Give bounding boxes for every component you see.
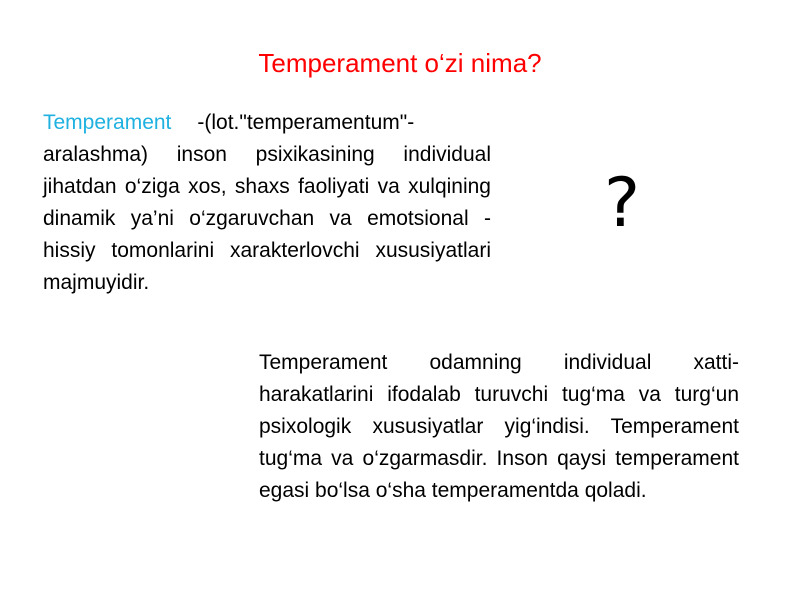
- slide-title: Temperament o‘zi nima?: [258, 48, 542, 78]
- definition-term: Temperament: [43, 111, 172, 134]
- definition-paragraph: [43, 107, 491, 299]
- question-mark-icon: ?: [603, 164, 641, 243]
- definition-text: -(lot."temperamentum"- aralashma) inson psixikasining individual jihatdan o‘ziga xos, shaxs faoliyati va xulqining dinamik ya’ni o‘zgaruvchan va emotsional - hissiy tomonlarini xarakterlovchi xususiyatlari majmuyidir.: [43, 111, 491, 294]
- explanation-paragraph: Temperament odamning individual xatti-harakatlarini ifodalab turuvchi tug‘ma va turg‘un psixologik xususiyatlar yig‘indisi. Temperament tug‘ma va o‘zgarmasdir. Inson qaysi temperament egasi bo‘lsa o‘sha temperamentda qoladi.: [259, 351, 739, 502]
